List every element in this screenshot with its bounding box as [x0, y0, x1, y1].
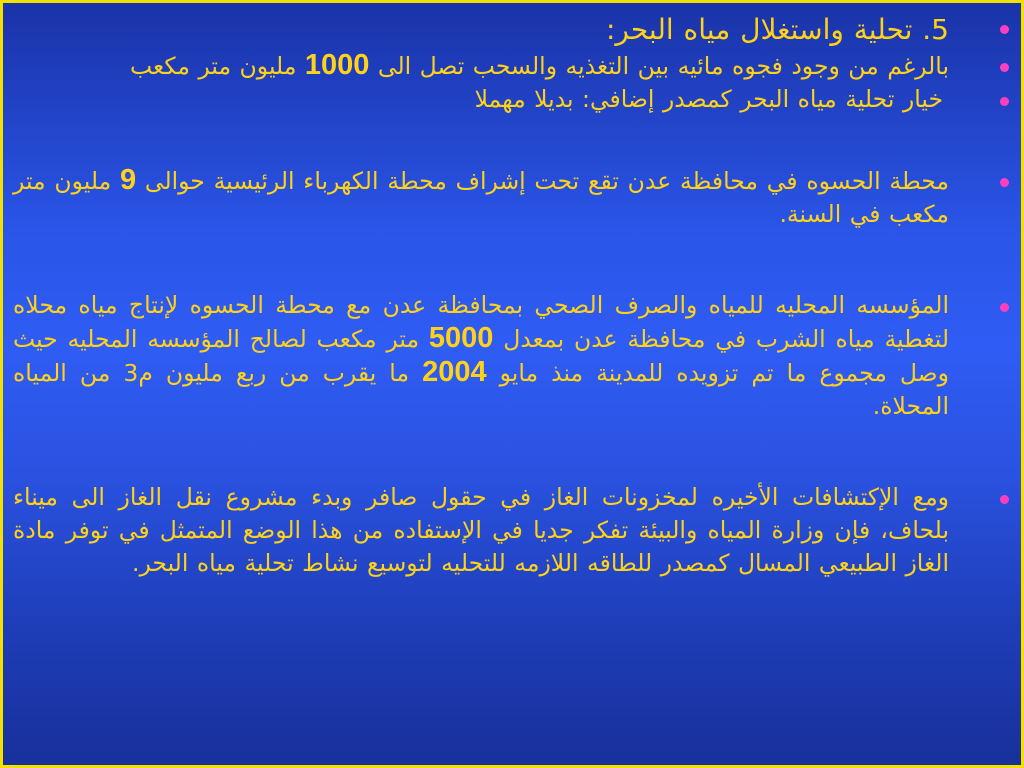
bullet-dot-icon	[1000, 178, 1009, 187]
bullet-local-corporation	[13, 289, 983, 423]
bullet-dot-icon	[1000, 25, 1009, 34]
bullet-gas-discoveries	[13, 481, 983, 580]
bullet-text: محطة الحسوه في محافظة عدن تقع تحت إشراف محطة الكهرباء الرئيسية حوالى	[136, 167, 949, 195]
bullet-dot-icon	[1000, 63, 1009, 72]
bullet-text: ومع الإكتشافات الأخيره لمخزونات الغاز في حقول صافر وبدء مشروع نقل الغاز الى ميناء بلحاف، فإن وزارة المياه والبيئة تفكر جديا في الإستفاده من هذا الوضع المتمثل في توفر مادة الغاز الطبيعي المسال كمصدر للطاقه اللازمه للتحليه لتوسيع نشاط تحلية مياه البحر.	[13, 483, 949, 577]
bullet-text: متر مكعب لصالح المؤسسه المحليه حيث وصل مجموع ما تم تزويده للمدينة منذ مايو	[13, 325, 949, 387]
bullet-text: خيار تحلية مياه البحر كمصدر إضافي: بديلا مهملا	[474, 85, 943, 113]
slide-content	[13, 11, 983, 580]
bullet-desalination-option	[13, 83, 983, 116]
bullet-hiswa-station	[13, 164, 983, 231]
bullet-number: 9	[120, 164, 137, 196]
bullet-text: بالرغم من وجود فجوه مائيه بين التغذيه والسحب تصل الى	[369, 52, 949, 80]
bullet-dot-icon	[1000, 97, 1009, 106]
heading-text: 5. تحلية واستغلال مياه البحر:	[605, 13, 949, 46]
bullet-water-gap	[13, 49, 983, 83]
bullet-dot-icon	[1000, 303, 1009, 312]
bullet-text: ما يقرب من ربع مليون م3 من المياه المحلاة.	[13, 359, 949, 420]
bullet-number: 1000	[304, 49, 370, 81]
bullet-heading	[13, 11, 983, 49]
bullet-number: 5000	[428, 322, 494, 354]
bullet-text: مليون متر مكعب في السنة.	[13, 167, 949, 228]
bullet-dot-icon	[1000, 495, 1009, 504]
bullet-text: مليون متر مكعب	[129, 52, 305, 80]
bullet-number: 2004	[422, 356, 487, 388]
bullet-text: المؤسسه المحليه للمياه والصرف الصحي بمحافظة عدن مع محطة الحسوه لإنتاج مياه محلاه لتغطية مياه الشرب في محافظة عدن بمعدل	[13, 291, 950, 353]
